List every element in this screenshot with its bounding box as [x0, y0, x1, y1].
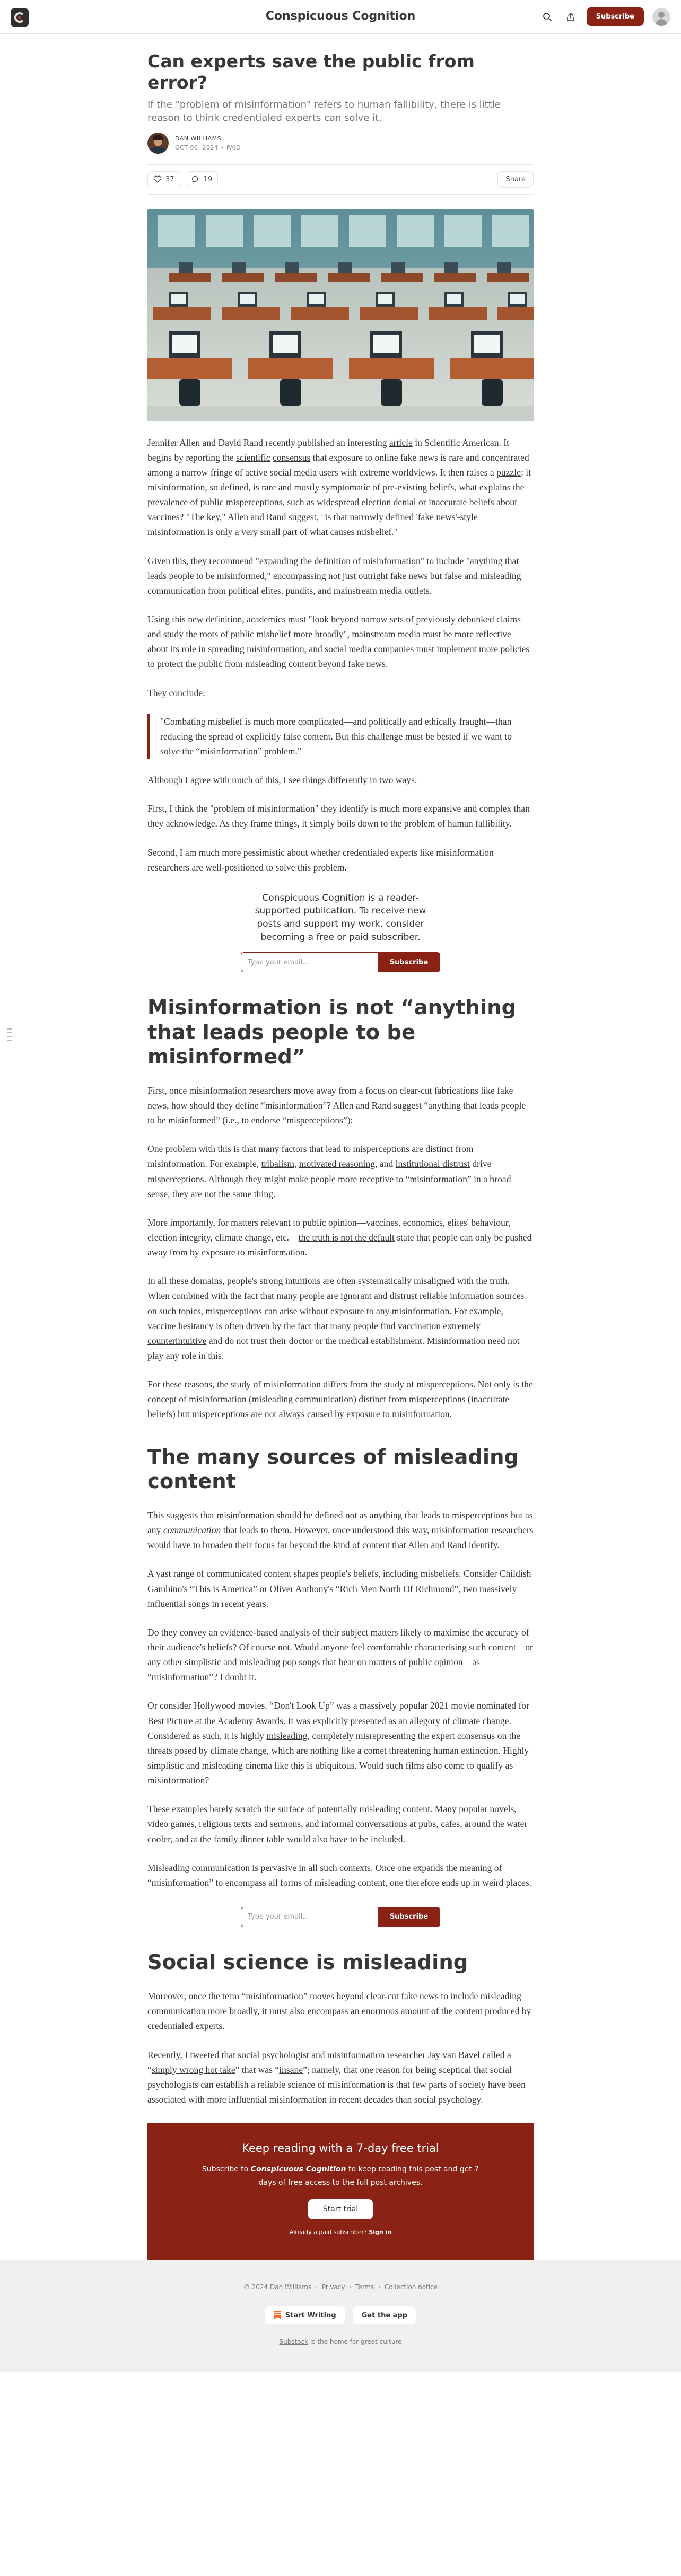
paragraph: Jennifer Allen and David Rand recently published an interesting article in Scientific American. It begins by reporting the scientific consensus that exposure to online fake news is rare and concentrated among a narrow fringe of active social media users with extreme worldviews. It then raises a puzzle: if misinformation, so defined, is rare and mostly symptomatic of pre-existing beliefs, what explains the prevalence of public misperceptions, such as widespread election denial or inaccurate beliefs about vaccines? "The key," Allen and Rand suggest, "is that narrowly defined 'fake news'-style misinformation is only a very small part of what causes misbelief.": [147, 437, 532, 538]
hero-image[interactable]: [147, 209, 534, 421]
paywall-panel: [147, 2123, 534, 2260]
tweeted-link[interactable]: tweeted: [190, 2049, 220, 2060]
subscribe-form: [147, 952, 534, 972]
top-actions: [540, 7, 670, 26]
start-trial-button[interactable]: Start trial: [308, 2199, 373, 2219]
motivated-reasoning-link[interactable]: motivated reasoning: [299, 1158, 376, 1170]
share-icon[interactable]: [563, 10, 578, 24]
consensus-link[interactable]: consensus: [273, 452, 311, 463]
footer-tagline: Substack is the home for great culture: [279, 2338, 402, 2346]
tribalism-link[interactable]: tribalism: [261, 1158, 295, 1170]
insane-link[interactable]: insane: [279, 2064, 303, 2075]
paragraph: First, once misinformation researchers move away from a focus on clear-cut fabrications like fake news, how should they define “misinformation”? Allen and Rand suggest “anything that leads people to be misinformed” (i.e., to endorse “misperceptions”):: [147, 1085, 526, 1126]
publication-logo-icon[interactable]: [11, 8, 29, 27]
top-bar: [0, 0, 681, 34]
comments-button[interactable]: [186, 171, 219, 187]
heart-icon: [153, 175, 162, 183]
paragraph: First, I think the "problem of misinformation" they identify is much more expansive and complex than they acknowledge. As they frame things, it simply boils down to the problem of human fallibility.: [147, 803, 530, 829]
misperceptions-link[interactable]: misperceptions: [286, 1115, 343, 1126]
table-of-contents-handle[interactable]: [7, 1028, 12, 1041]
misleading-link[interactable]: misleading: [266, 1730, 308, 1741]
paragraph: More importantly, for matters relevant to public opinion—vaccines, economics, elites' behaviour, election integrity, climate change, etc.—the truth is not the default state that people can only be pushed away from by exposure to misinformation.: [147, 1217, 532, 1258]
subscribe-form: [147, 1907, 534, 1927]
publication-title[interactable]: Conspicuous Cognition: [265, 10, 416, 23]
paragraph: For these reasons, the study of misinformation differs from the study of misperceptions. Not only is the concept of misinformation (misleading communication) distinct from misperceptions (inaccurate beliefs) but misperceptions are not always caused by exposure to misinformation.: [147, 1379, 533, 1420]
paywall-signin-line: Already a paid subscriber? Sign in: [289, 2229, 392, 2236]
post-subtitle: If the "problem of misinformation" refers to human fallibility, there is little reason to think credentialed experts can solve it.: [147, 99, 501, 124]
subscribe-widget: [147, 892, 534, 973]
subscribe-submit-button[interactable]: Subscribe: [378, 1907, 440, 1927]
post-meta: OCT 06, 2024 ∙ PAID: [175, 144, 241, 151]
paywall-title: Keep reading with a 7-day free trial: [242, 2142, 439, 2155]
email-input[interactable]: [241, 1907, 378, 1927]
puzzle-link[interactable]: puzzle: [496, 467, 521, 478]
simply-wrong-hot-take-link[interactable]: simply wrong hot take: [151, 2064, 235, 2075]
user-avatar[interactable]: [652, 8, 670, 26]
author-name[interactable]: DAN WILLIAMS: [175, 135, 222, 142]
paragraph: Misleading communication is pervasive in all such contexts. Once one expands the meaning of “misinformation” to encompass all forms of misleading content, one therefore ends up in weird places.: [147, 1862, 532, 1888]
collection-notice-link[interactable]: Collection notice: [385, 2283, 438, 2291]
post-action-bar: [147, 164, 534, 195]
paragraph: Recently, I tweeted that social psychologist and misinformation researcher Jay van Bavel called a “simply wrong hot take” that was “insane”; namely, that one reason for being sceptical that social psychologists can establish a reliable science of misinformation is that few parts of society have been associated with more influential misinformation in recent decades than social psychology.: [147, 2049, 526, 2105]
symptomatic-link[interactable]: symptomatic: [321, 481, 370, 493]
paywall-description: Subscribe to Conspicuous Cognition to keep reading this post and get 7 days of free access to the full post archives.: [202, 2165, 479, 2187]
scientific-link[interactable]: scientific: [236, 452, 270, 463]
email-input[interactable]: [241, 952, 378, 972]
paragraph: This suggests that misinformation should be defined not as anything that leads to misperceptions but as any communication that leads to them. However, once understood this way, misinformation researchers would have to broaden their focus far beyond the kind of content that Allen and Rand identify.: [147, 1509, 534, 1551]
paragraph: They conclude:: [147, 687, 205, 698]
substack-logo-icon: [274, 2311, 281, 2319]
subscribe-widget: [147, 1907, 534, 1927]
truth-default-link[interactable]: the truth is not the default: [298, 1232, 395, 1243]
institutional-distrust-link[interactable]: institutional distrust: [395, 1158, 470, 1170]
paragraph: Or consider Hollywood movies. “Don't Look Up” was a massively popular 2021 movie nominated for Best Picture at the Academy Awards. It was explicitly presented as an allegory of climate change. Considered as such, it is highly misleading, completely misrepresenting the expert consensus on the threats posed by climate change, which are nothing like a comet threatening human extinction. Highly simplistic and misleading cinema like this is ubiquitous. Would such films also come to qualify as misinformation?: [147, 1700, 529, 1786]
start-writing-button[interactable]: Start Writing: [265, 2306, 345, 2324]
substack-link[interactable]: Substack: [279, 2338, 309, 2346]
get-app-button[interactable]: Get the app: [353, 2306, 416, 2324]
article-link[interactable]: article: [389, 437, 413, 448]
paragraph: One problem with this is that many factors that lead to misperceptions are distinct from misinformation. For example, tribalism, motivated reasoning, and institutional distrust drive misperceptions. Although they might make people more receptive to “misinformation” in a broad sense, they are not the same thing.: [147, 1144, 511, 1199]
paragraph: These examples barely scratch the surface of potentially misleading content. Many popular novels, video games, religious texts and sermons, and informal conversations at pubs, cafes, around the water cooler, and at the family dinner table would also have to be included.: [147, 1804, 528, 1844]
section-heading: The many sources of misleading content: [147, 1445, 519, 1493]
paragraph: In all these domains, people's strong intuitions are often systematically misaligned with the truth. When combined with the fact that many people are ignorant and distrust reliable information sources on such topics, misperceptions can arise without exposure to any misinformation. For example, vaccine hesitancy is often driven by the fact that many people find vaccination extremely counterintuitive and do not trust their doctor or the medical establishment. Misinformation need not play any role in this.: [147, 1276, 525, 1361]
quote-text: "Combating misbelief is much more complicated—and politically and ethically fraught—than reducing the spread of explicitly false content. But this challenge must be bested if we want to solve the “misinformation” problem.": [160, 716, 512, 757]
enormous-amount-link[interactable]: enormous amount: [361, 2006, 429, 2017]
copyright: © 2024 Dan Williams: [243, 2283, 312, 2291]
many-factors-link[interactable]: many factors: [258, 1144, 307, 1155]
comment-count: 19: [203, 175, 213, 183]
comment-icon: [191, 175, 200, 183]
counterintuitive-link[interactable]: counterintuitive: [147, 1335, 207, 1346]
subscribe-submit-button[interactable]: Subscribe: [378, 952, 440, 972]
post-date: OCT 06, 2024: [175, 144, 219, 151]
paragraph: Although I agree with much of this, I see things differently in two ways.: [147, 775, 417, 786]
systematically-misaligned-link[interactable]: systematically misaligned: [358, 1276, 455, 1287]
author-avatar[interactable]: [147, 133, 169, 154]
section-heading: Misinformation is not “anything that leads people to be misinformed”: [147, 996, 517, 1069]
footer-links: © 2024 Dan Williams ・ Privacy ・ Terms ・ Collection notice: [243, 2283, 438, 2291]
paragraph: Given this, they recommend "expanding the definition of misinformation" to include "anything that leads people to be misinformed," encompassing not just outright fake news but false and misleading communication from political elites, pundits, and mainstream media outlets.: [147, 555, 521, 596]
section-heading: Social science is misleading: [147, 1950, 468, 1974]
paragraph: Second, I am much more pessimistic about whether credentialed experts like misinformation researchers are well-positioned to solve this problem.: [147, 847, 494, 873]
post-title: Can experts save the public from error?: [147, 51, 475, 93]
paragraph: Do they convey an evidence-based analysis of their subject matters likely to maximise the accuracy of their audience's beliefs? Of course not. Would anyone feel comfortable characterising such content—or any other simplistic and misleading pop songs that bear on matters of public opinion—as “misinformation”? I doubt it.: [147, 1627, 533, 1683]
paid-badge: PAID: [226, 144, 241, 151]
agree-link[interactable]: agree: [190, 775, 211, 786]
site-footer: [0, 2260, 681, 2372]
header-subscribe-button[interactable]: Subscribe: [587, 7, 644, 26]
like-count: 37: [165, 175, 174, 183]
terms-link[interactable]: Terms: [355, 2283, 374, 2291]
like-button[interactable]: [147, 171, 180, 187]
sign-in-link[interactable]: Sign in: [369, 2229, 392, 2236]
blockquote: [147, 714, 534, 759]
paragraph: A vast range of communicated content shapes people's beliefs, including misbeliefs. Consider Childish Gambino's “This is America” or Oliver Anthony's “Rich Men North Of Richmond”, two massively influential songs in recent years.: [147, 1568, 531, 1609]
post-container: [147, 51, 534, 2260]
byline: [147, 133, 534, 154]
post-body: [147, 435, 534, 2107]
search-icon[interactable]: [540, 10, 555, 24]
subscribe-promo-text: Conspicuous Cognition is a reader-supported publication. To receive new posts and support my work, consider becoming a free or paid subscriber.: [255, 892, 426, 943]
paragraph: Using this new definition, academics must "look beyond narrow sets of previously debunked claims and study the roots of public misbelief more broadly", mainstream media must be more reflective about its role in spreading misinformation, and social media companies must implement more policies to protect the public from misleading content beyond fake news.: [147, 613, 530, 670]
privacy-link[interactable]: Privacy: [321, 2283, 345, 2291]
paragraph: Moreover, once the term “misinformation” moves beyond clear-cut fake news to include misleading communication more broadly, it must also encompass an enormous amount of the content produced by credentialed experts.: [147, 1991, 531, 2032]
share-button[interactable]: Share: [497, 171, 534, 188]
